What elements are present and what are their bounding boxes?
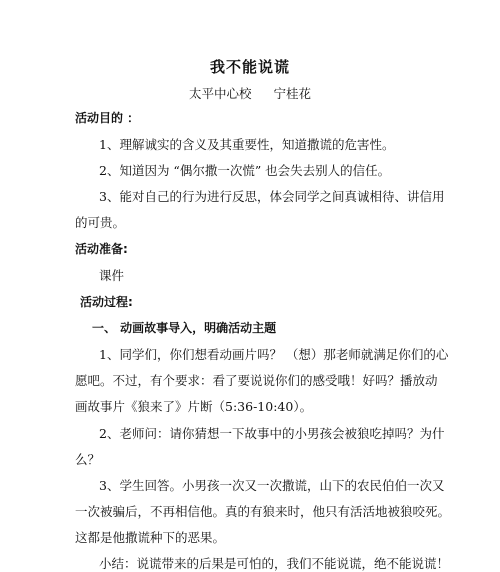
paragraph-line: 愿吧。不过，有个要求：看了要说说你们的感受哦！好吗？播放动 — [75, 373, 438, 388]
author-name: 宁桂花 — [273, 86, 312, 101]
paragraph-line: 画故事片《狼来了》片断（5:36-10:40）。 — [75, 399, 313, 414]
school-name: 太平中心校 — [188, 86, 252, 101]
paragraph-line: 么？ — [75, 452, 101, 467]
paragraph-line: 一次被骗后，不再相信他。真的有狼来时，他只有活活地被狼咬死。 — [75, 504, 451, 519]
paragraph-line: 2、老师问：请你猜想一下故事中的小男孩会被狼吃掉吗？为什 — [99, 426, 445, 441]
document-title: 我不能说谎 — [209, 58, 290, 76]
summary-line: 小结：说谎带来的后果是可怕的，我们不能说谎，绝不能说谎！ — [99, 556, 450, 571]
goals-heading: 活动目的 ： — [75, 111, 140, 125]
paragraph-line: 3、学生回答。小男孩一次又一次撒谎，山下的农民伯伯一次又 — [99, 478, 445, 493]
section-heading: 一、 动画故事导入，明确活动主题 — [92, 321, 277, 335]
prep-heading: 活动准备: — [75, 242, 128, 256]
goal-item-continued: 的可贵。 — [75, 215, 126, 230]
paragraph-line: 这都是他撒谎种下的恶果。 — [75, 530, 226, 545]
goal-item: 3、能对自己的行为进行反思，体会同学之间真诚相待、讲信用 — [99, 189, 445, 204]
process-heading: 活动过程: — [80, 295, 133, 309]
prep-item: 课件 — [99, 268, 125, 283]
author-line — [0, 84, 500, 102]
goal-item: 1、理解诚实的含义及其重要性，知道撒谎的危害性。 — [99, 137, 395, 152]
paragraph-line: 1、同学们，你们想看动画片吗？ （想）那老师就满足你们的心 — [99, 347, 449, 362]
goal-item: 2、知道因为 “偶尔撒一次慌” 也会失去别人的信任。 — [99, 163, 391, 178]
